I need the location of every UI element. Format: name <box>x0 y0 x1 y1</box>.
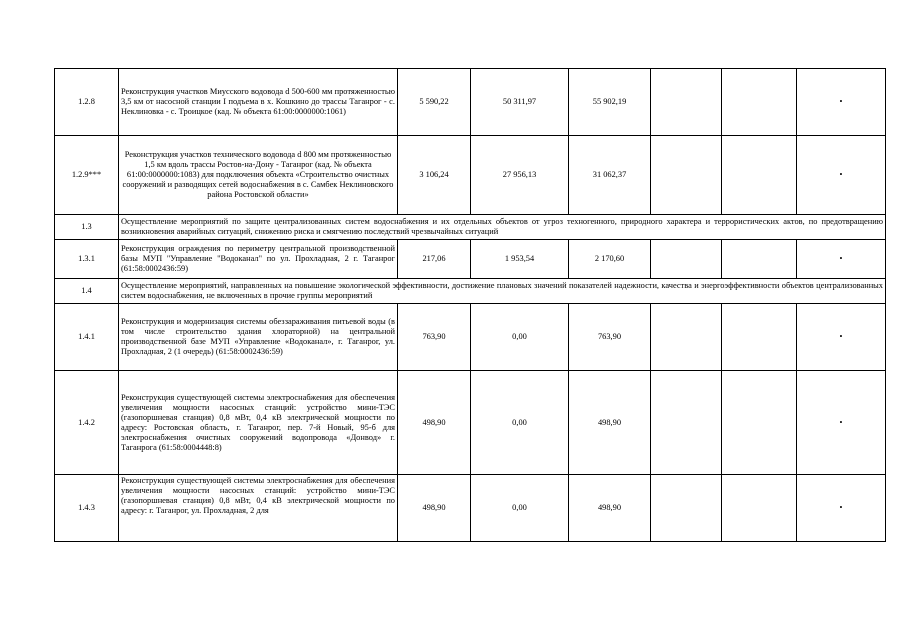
table-row <box>55 240 886 279</box>
total-value-cell: 498,90 <box>569 371 651 475</box>
value-cell: 498,90 <box>398 475 471 542</box>
table-row <box>55 136 886 215</box>
row-number: 1.4.2 <box>55 371 119 475</box>
total-value-cell: 2 170,60 <box>569 240 651 279</box>
empty-cell <box>722 136 797 215</box>
value-cell: 5 590,22 <box>398 69 471 136</box>
empty-cell <box>651 240 722 279</box>
empty-cell <box>651 475 722 542</box>
empty-cell <box>722 304 797 371</box>
measure-description: Реконструкция и модернизация системы обеззараживания питьевой воды (в том числе строительство здания хлораторной) на центральной производственной базе МУП «Управление «Водоканал», г. Таганрог, ул. Прохладная, 2 (1 очередь) (61:58:0002436:59) <box>119 304 398 371</box>
measure-description: Реконструкция существующей системы электроснабжения для обеспечения увеличения мощности насосных станций: устройство мини-ТЭС (газопоршневая станция) 0,8 мВт, 0,4 кВ электрической мощности по адресу: Ростовская область, г. Таганрог, пер. 7-й Новый, 95-б для электроснабжения очистных сооружений водопровода «Донвод» г. Таганрога (61:58:0004448:8) <box>119 371 398 475</box>
value-cell: 217,06 <box>398 240 471 279</box>
bullet-marker: • <box>797 240 886 279</box>
value-cell: 27 956,13 <box>471 136 569 215</box>
empty-cell <box>651 136 722 215</box>
measure-description: Реконструкция существующей системы электроснабжения для обеспечения увеличения мощности насосных станций: устройство мини-ТЭС (газопоршневая станция) 0,8 мВт, 0,4 кВ электрической мощности по адресу: г. Таганрог, ул. Прохладная, 2 для <box>119 475 398 542</box>
row-number: 1.3.1 <box>55 240 119 279</box>
value-cell: 0,00 <box>471 371 569 475</box>
section-row <box>55 215 886 240</box>
section-number: 1.4 <box>55 279 119 304</box>
total-value-cell: 763,90 <box>569 304 651 371</box>
value-cell: 498,90 <box>398 371 471 475</box>
row-number: 1.4.1 <box>55 304 119 371</box>
total-value-cell: 55 902,19 <box>569 69 651 136</box>
section-title: Осуществление мероприятий, направленных на повышение экологической эффективности, достижение плановых значений показателей надежности, качества и энергоэффективности объектов централизованных систем водоснабжения, не включенных в прочие группы мероприятий <box>119 279 886 304</box>
empty-cell <box>722 240 797 279</box>
measure-description: Реконструкция участков Миусского водовода d 500-600 мм протяженностью 3,5 км от насосной станции I подъема в х. Кошкино до трассы Таганрог - с. Неклиновка - с. Троицкое (кад. № объекта 61:00:0000000:1061) <box>119 69 398 136</box>
value-cell: 1 953,54 <box>471 240 569 279</box>
empty-cell <box>651 69 722 136</box>
row-number: 1.2.8 <box>55 69 119 136</box>
value-cell: 0,00 <box>471 475 569 542</box>
empty-cell <box>722 69 797 136</box>
measures-table <box>54 68 886 542</box>
bullet-marker: • <box>797 304 886 371</box>
row-number: 1.4.3 <box>55 475 119 542</box>
bullet-marker: • <box>797 69 886 136</box>
total-value-cell: 498,90 <box>569 475 651 542</box>
empty-cell <box>722 475 797 542</box>
value-cell: 0,00 <box>471 304 569 371</box>
section-number: 1.3 <box>55 215 119 240</box>
empty-cell <box>722 371 797 475</box>
table-row <box>55 304 886 371</box>
table-row <box>55 475 886 542</box>
value-cell: 50 311,97 <box>471 69 569 136</box>
table-row <box>55 371 886 475</box>
measure-description: Реконструкция ограждения по периметру центральной производственной базы МУП "Управление "Водоканал" по ул. Прохладная, 2 г. Таганрог (61:58:0002436:59) <box>119 240 398 279</box>
bullet-marker: • <box>797 475 886 542</box>
empty-cell <box>651 371 722 475</box>
measure-description: Реконструкция участков технического водовода d 800 мм протяженностью 1,5 км вдоль трассы Ростов-на-Дону - Таганрог (кад. № объекта 61:00:0000000:1083) для подключения объекта «Строительство очистных сооружений и разводящих сетей водоснабжения в с. Самбек Неклиновского района Ростовской области» <box>119 136 398 215</box>
section-title: Осуществление мероприятий по защите централизованных систем водоснабжения и их отдельных объектов от угроз техногенного, природного характера и террористических актов, по предотвращению возникновения аварийных ситуаций, снижению риска и смягчению последствий чрезвычайных ситуаций <box>119 215 886 240</box>
row-number: 1.2.9*** <box>55 136 119 215</box>
table-row <box>55 69 886 136</box>
value-cell: 763,90 <box>398 304 471 371</box>
value-cell: 3 106,24 <box>398 136 471 215</box>
bullet-marker: • <box>797 136 886 215</box>
empty-cell <box>651 304 722 371</box>
total-value-cell: 31 062,37 <box>569 136 651 215</box>
section-row <box>55 279 886 304</box>
bullet-marker: • <box>797 371 886 475</box>
